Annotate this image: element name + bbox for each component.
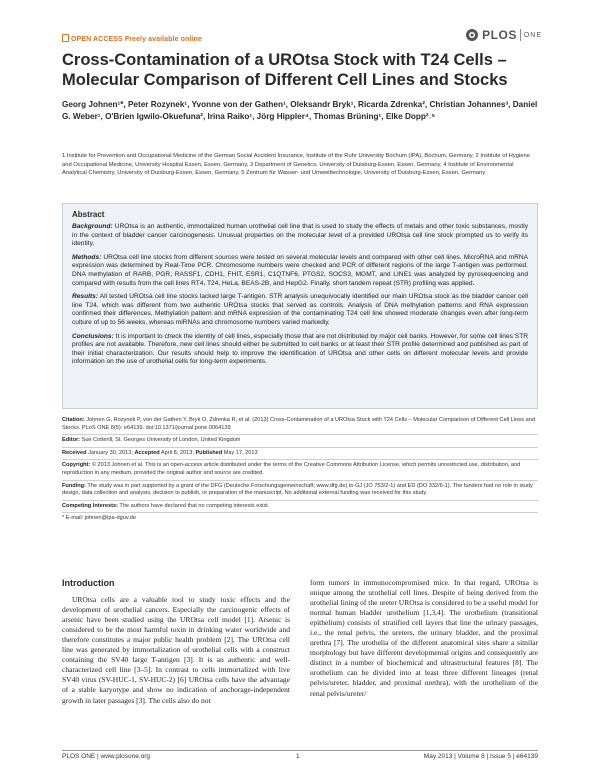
article-title: Cross-Contamination of a UROtsa Stock with T24 Cells – Molecular Comparison of Different Cell Lines and Stocks bbox=[62, 51, 508, 89]
accepted-label: Accepted bbox=[134, 449, 160, 456]
open-access-text: OPEN ACCESS Freely available online bbox=[71, 36, 202, 43]
journal-logo-suffix: ONE bbox=[523, 31, 542, 39]
author-list: Georg Johnen¹*, Peter Rozynek¹, Yvonne von der Gathen¹, Oleksandr Bryk¹, Ricarda Zdrenka², Christian Johannes³, Daniel G. Weber¹, O'Brien Igwilo-Okuefuna², Irina Raiko¹, Jörg Hippler⁴, Thomas Brüning¹, Elke Dopp²˒⁵ bbox=[62, 100, 538, 121]
citation-text: Johnen G, Rozynek P, von der Gathen Y, Bryk O, Zdrenka R, et al. (2013) Cross-Contamination of a UROtsa Stock with T24 Cells – Molecular Comparison of Different Cell Lines and Stocks. PLoS ONE 8(5): e64139. doi:10.1371/journal.pone.0064139 bbox=[62, 417, 535, 431]
copyright-row bbox=[62, 460, 538, 480]
body-left-column bbox=[62, 578, 290, 706]
article-metadata bbox=[62, 415, 538, 525]
dates-row bbox=[62, 448, 538, 461]
funding-text: The study was in part supported by a grant of the DFG (Deutsche Forschungsgemeinschaft; www.dfg.de) to GJ (JO 753/2-1) and ED (DO 332/6-1). The funders had no role in study design, data collection and analysis, decision to publish, or preparation of the manuscript. No additional external funding was received for this study. bbox=[62, 482, 533, 497]
abstract-box bbox=[62, 203, 538, 409]
methods-text: UROtsa cell line stocks from different sources were tested on several molecular levels and compared with other cell lines. MicroRNA and mRNA expression was determined by Real-Time PCR. Chromosome numbers were checked and PCR of different regions of the large T-antigen was performed. DNA methylation of RARB, PGR, RASSF1, CDH1, FHIT, ESR1, C1QTNF6, PTGS2, SOCS3, MGMT, and LINE1 was analyzed by pyrosequencing and compared with results from the cell lines RT4, T24, HeLa, BEAS-2B, and HepG2. Finally, short tandem repeat (STR) profiling was applied. bbox=[72, 253, 528, 287]
conclusions-text: It is important to check the identity of cell lines, especially those that are not distributed by major cell banks. However, for some cell lines STR profiles are not available. Therefore, new cell lines should either be submitted to cell banks or at least their STR profile determined and published as part of their initial characterization. Our results should help to improve the identification of UROtsa and other cells on different molecular levels and provide information on the use of urothelial cells for long-term experiments. bbox=[72, 332, 528, 366]
conclusions-label: Conclusions: bbox=[72, 332, 114, 340]
editor-label: Editor: bbox=[62, 437, 81, 444]
competing-text: The authors have declared that no competing interests exist. bbox=[117, 502, 270, 509]
abstract-background bbox=[72, 223, 528, 249]
received-label: Received bbox=[62, 449, 87, 456]
funding-label: Funding: bbox=[62, 482, 86, 489]
results-label: Results: bbox=[72, 293, 99, 301]
footer-issue: May 2013 | Volume 8 | Issue 5 | e64139 bbox=[423, 753, 538, 760]
received-date: January 30, 2013; bbox=[86, 449, 135, 456]
abstract-conclusions bbox=[72, 333, 528, 367]
abstract-methods bbox=[72, 254, 528, 288]
introduction-paragraph: UROtsa cells are a valuable tool to study toxic effects and the development of urothelial cancers. Especially the carcinogenic effects of arsenic have been studied using the UROtsa cell model [1]. Arsenic is considered to be the most harmful toxin in drinking water worldwide and therefore constitutes a major public health problem [2]. The UROtsa cell line was generated by immortalization of urothelial cells with a construct containing the SV40 large T-antigen [3]. It is an authentic and well-characterized cell line [3–5]. In contrast to cells immortalized with live SV40 virus (SV-HUC-1, SV-HUC-2) [6] UROtsa cells have the advantage of a stable karyotype and show no indication of anchorage-independent growth in later passages [3]. The cells also do not bbox=[62, 595, 290, 705]
funding-row bbox=[62, 481, 538, 501]
background-text: UROtsa is an authentic, immortalized human urothelial cell line that is used to study the effects of metals and other toxic substances, mostly in the context of bladder cancer carcinogenesis. Unusual properties on the molecular level of a provided UROtsa cell line stock prompted us to verify its identity. bbox=[72, 223, 528, 248]
copyright-text: © 2013 Johnen et al. This is an open-access article distributed under the terms of the Creative Commons Attribution License, which permits unrestricted use, distribution, and reproduction in any medium, provided the original author and source are credited. bbox=[62, 462, 521, 476]
plos-logo-icon bbox=[465, 28, 479, 42]
published-label: Published bbox=[195, 449, 223, 456]
open-lock-icon bbox=[62, 34, 69, 42]
competing-label: Competing Interests: bbox=[62, 502, 118, 509]
citation-label: Citation: bbox=[62, 417, 85, 423]
published-date: May 17, 2013 bbox=[222, 449, 258, 456]
copyright-label: Copyright: bbox=[62, 462, 91, 469]
footer-page-number: 1 bbox=[296, 753, 300, 760]
introduction-heading: Introduction bbox=[62, 578, 115, 588]
citation-row bbox=[62, 415, 538, 435]
abstract-results bbox=[72, 293, 528, 327]
methods-label: Methods: bbox=[72, 253, 102, 261]
background-label: Background: bbox=[72, 223, 113, 230]
journal-logo[interactable] bbox=[465, 28, 542, 42]
abstract-heading: Abstract bbox=[72, 210, 105, 219]
introduction-paragraph-continued: form tumors in immunocompromised mice. In that regard, UROtsa is unique among the urothelial cell lines. Despite of being derived from the urothelial lining of the ureter UROtsa is considered to be a useful model for normal human bladder urothelium [1,3,4]. The urothelium (transitional epithelium) consists of stratified cell layers that line the urinary passages, i.e., the renal pelvis, the ureters, the urinary bladder, and the proximal urethra [7]. The urothelia of the different anatomical sites share a similar morphology but have different developmental origins and consequently are distinct in a number of biochemical and ultrastructural features [8]. The urothelium can be divided into at least three different lineages (renal pelvis/ureter, bladder, and proximal urethra), with the urothelium of the renal pelvis/ureter/ bbox=[310, 578, 538, 698]
competing-row bbox=[62, 501, 538, 514]
logo-divider bbox=[520, 29, 521, 41]
email-row[interactable] bbox=[62, 513, 538, 525]
results-text: All tested UROtsa cell line stocks lacked large T-antigen. STR analysis unequivocally identified our main UROtsa stock as the bladder cancer cell line T24, which was different from two authentic UROtsa stocks that served as controls. Analysis of DNA methylation patterns and RNA expression confirmed their differences. Methylation pattern and mRNA expression of the contaminating T24 cell line showed moderate changes even after long-term culture of up to 56 weeks, whereas miRNAs and chromosome numbers varied markedly. bbox=[72, 293, 528, 326]
editor-text: Sue Cotterill, St. Georges University of London, United Kingdom bbox=[80, 437, 241, 444]
open-access-banner bbox=[62, 34, 202, 43]
accepted-date: April 8, 2013; bbox=[159, 449, 196, 456]
journal-logo-text: PLOS bbox=[482, 28, 517, 42]
footer-journal[interactable]: PLOS ONE | www.plosone.org bbox=[62, 753, 151, 760]
affiliations: 1 Institute for Prevention and Occupational Medicine of the German Social Accident Insurance, Institute of the Ruhr University Bochum (IPA), Bochum, Germany, 2 Institute of Hygiene and Occupational Medicine, University Hospital Essen, Essen, Germany, 3 Department of Genetics, University of Duisburg-Essen, Essen, Germany, 4 Institute of Environmental Analytical Chemistry, University of Duisburg-Essen, Essen, Germany, 5 Zentrum für Wasser- und Umwelttechnologie, University of Duisburg-Essen, Essen, Germany bbox=[62, 153, 530, 177]
corresponding-email[interactable]: * E-mail: johnen@ipa-dguv.de bbox=[62, 515, 136, 522]
editor-row bbox=[62, 435, 538, 448]
footer-divider bbox=[62, 750, 538, 751]
body-right-column bbox=[310, 578, 538, 699]
